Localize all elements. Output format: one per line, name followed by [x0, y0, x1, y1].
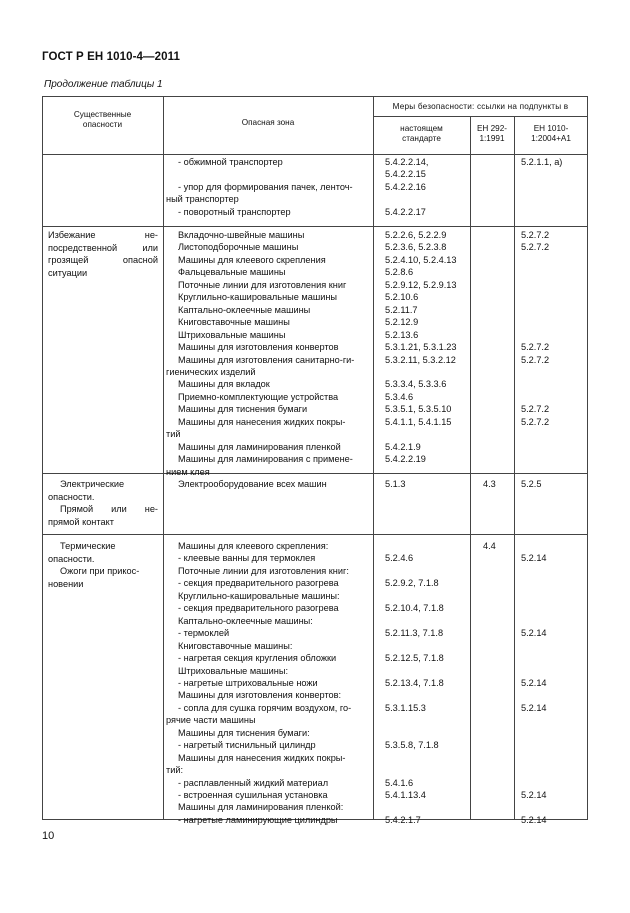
zone-line: - нагретая секция кругления обложки: [178, 653, 337, 664]
zone-line: Машины для изготовления конвертов:: [178, 690, 342, 701]
en-line: 5.2.7.2: [521, 354, 550, 365]
ref-line: 5.3.4.6: [385, 391, 414, 402]
zone-line: Круглильно-кашировальные машины:: [178, 590, 340, 601]
zone-line: Машины для клеевого скрепления: [178, 254, 326, 265]
zone-line: Машины для ламинирования пленкой:: [178, 802, 344, 813]
header-en292-line: ЕН 292-: [476, 124, 508, 133]
ref-line: 5.2.9.12, 5.2.9.13: [385, 279, 457, 290]
header-this-standard-line: настоящем: [400, 124, 443, 133]
ref-line: 5.2.13.4, 7.1.8: [385, 677, 444, 688]
zone-line: Вкладочно-швейные машины: [178, 230, 305, 240]
column-divider: [514, 116, 515, 820]
zone-line: Машины для нанесения жидких покры-: [178, 752, 346, 763]
zone-line: ный транспортер: [166, 194, 239, 204]
zone-line: Каптально-оклеечные машины:: [178, 615, 313, 626]
zone-line: - встроенная сушильная установка: [178, 790, 328, 800]
hazard-line: Термические: [60, 541, 116, 551]
zone-line: рячие части машины: [166, 715, 256, 726]
zone-line: Машины для тиснения бумаги: [178, 404, 308, 415]
ref-line: 5.4.1.6: [385, 777, 414, 788]
hazard-line: новении: [48, 578, 84, 589]
en1010-ref: 5.2.1.1, a): [521, 157, 563, 167]
en-line: 5.2.14: [521, 814, 547, 825]
ref-line: 5.2.10.4, 7.1.8: [385, 603, 444, 614]
zone-line: - нагретые ламинирующие цилиндры: [178, 814, 338, 825]
measures-header-divider: [373, 116, 588, 117]
zone-line: Машины для ламинирования с примене-: [178, 454, 353, 465]
zone-line: Штриховальные машины: [178, 329, 286, 340]
en-line: 5.2.7.2: [521, 342, 550, 353]
en1010-ref: 5.2.5: [521, 479, 542, 489]
en-line: 5.2.7.2: [521, 242, 550, 253]
ref-line: 5.2.9.2, 7.1.8: [385, 578, 439, 589]
hazard-line: Ожоги при прикос-: [60, 566, 140, 577]
zone-line: - поворотный транспортер: [178, 207, 291, 217]
hazard-line: ситуации: [48, 267, 88, 278]
ref-line: 5.3.5.8, 7.1.8: [385, 740, 439, 751]
zone-line: гиенических изделий: [166, 366, 256, 377]
zone-line: - расплавленный жидкий материал: [178, 777, 329, 788]
zone-line: Машины для вкладок: [178, 379, 270, 390]
zone-line: - термоклей: [178, 628, 230, 639]
hazard-line: посредственной или: [48, 242, 158, 253]
column-divider: [373, 96, 374, 820]
ref-line: 5.2.10.6: [385, 292, 419, 303]
hazard-line: Избежание не-: [48, 230, 158, 240]
ref-line: 5.2.3.6, 5.2.3.8: [385, 242, 447, 253]
ref-line: 5.3.1.15.3: [385, 702, 426, 713]
zone-line: - нагретый тиснильный цилиндр: [178, 740, 316, 751]
ref-line: 5.4.2.2.15: [385, 169, 426, 179]
hazard-line: грозящей опасной: [48, 255, 158, 266]
zone-line: Электрооборудование всех машин: [178, 479, 327, 489]
en-line: 5.2.14: [521, 702, 547, 713]
ref-line: 5.2.12.5, 7.1.8: [385, 653, 444, 664]
en-line: 5.2.7.2: [521, 230, 550, 240]
header-en292-line: 1:1991: [479, 134, 505, 143]
table-continuation-caption: Продолжение таблицы 1: [44, 79, 163, 90]
header-this-standard: [373, 124, 470, 144]
column-divider: [163, 96, 164, 820]
ref-line: 5.3.2.11, 5.3.2.12: [385, 354, 456, 365]
zone-line: Поточные линии для изготовления книг: [178, 279, 347, 290]
zone-line: тий: [166, 429, 181, 440]
header-hazards-line: опасности: [82, 120, 123, 129]
zone-line: Книговставочные машины:: [178, 640, 293, 651]
table-top-border: [42, 96, 588, 97]
ref-line: 5.4.2.2.17: [385, 207, 426, 217]
page-number: 10: [42, 830, 55, 842]
ref-line: 5.2.2.6, 5.2.2.9: [385, 230, 447, 240]
ref-line: 5.3.5.1, 5.3.5.10: [385, 404, 452, 415]
header-hazards: [42, 110, 163, 130]
zone-line: Листоподборочные машины: [178, 242, 299, 253]
ref-line: 5.2.12.9: [385, 317, 419, 328]
zone-line: Машины для изготовления санитарно-ги-: [178, 354, 355, 365]
zone-line: Машины для ламинирования пленкой: [178, 441, 341, 452]
ref-line: 5.2.8.6: [385, 267, 414, 278]
header-hazards-line: Существенные: [73, 110, 132, 119]
hazard-line: опасности.: [48, 491, 95, 502]
zone-line: нием клея: [166, 466, 210, 477]
hazard-line: Электрические: [60, 479, 125, 489]
hazard-cell-thermal: [48, 540, 158, 590]
table-left-border: [42, 96, 43, 820]
zone-line: тий:: [166, 765, 184, 776]
ref-line: 5.3.3.4, 5.3.3.6: [385, 379, 447, 390]
zone-line: Книговставочные машины: [178, 317, 290, 328]
zone-line: Машины для изготовления конвертов: [178, 342, 339, 353]
ref-line: 5.2.4.6: [385, 553, 414, 564]
zone-line: Каптально-оклеечные машины: [178, 304, 311, 315]
header-en1010-line: 1:2004+А1: [531, 134, 571, 143]
en292-ref: 4.4: [483, 541, 496, 551]
header-bottom-border: [42, 154, 588, 155]
ref-line: 5.2.11.7: [385, 304, 418, 315]
en-line: 5.2.14: [521, 553, 547, 564]
zone-line: - секция предварительного разогрева: [178, 603, 339, 614]
header-zone: Опасная зона: [241, 118, 295, 127]
group-divider: [42, 226, 588, 227]
ref-line: 5.4.2.2.16: [385, 182, 426, 192]
en-line: 5.2.14: [521, 677, 547, 688]
zone-line: Поточные линии для изготовления книг:: [178, 565, 349, 576]
ref-line: 5.3.1.21, 5.3.1.23: [385, 342, 457, 353]
document-title: ГОСТ Р ЕН 1010-4—2011: [42, 51, 180, 63]
zone-line: - обжимной транспортер: [178, 157, 283, 167]
en-line: 5.2.14: [521, 790, 547, 800]
ref-line: 5.1.3: [385, 479, 406, 489]
hazard-cell-avoidance: [48, 229, 158, 279]
en-line: 5.2.7.2: [521, 404, 550, 415]
ref-line: 5.2.11.3, 7.1.8: [385, 628, 444, 639]
ref-line: 5.4.2.2.14,: [385, 157, 429, 167]
header-en1010: [514, 124, 588, 144]
header-en292: [470, 124, 514, 144]
group-divider: [42, 473, 588, 474]
zone-line: - сопла для сушка горячим воздухом, го-: [178, 702, 352, 713]
zone-line: Приемно-комплектующие устройства: [178, 391, 339, 402]
zone-line: Штриховальные машины:: [178, 665, 289, 676]
header-this-standard-line: стандарте: [402, 134, 441, 143]
en292-ref: 4.3: [483, 479, 496, 489]
safety-measures-table: [42, 96, 588, 825]
ref-line: 5.4.1.13.4: [385, 790, 426, 800]
header-measures: Меры безопасности: ссылки на подпункты в: [392, 102, 569, 111]
zone-line: Машины для тиснения бумаги:: [178, 727, 310, 738]
column-divider: [470, 116, 471, 820]
zone-line: Машины для клеевого скрепления:: [178, 541, 329, 551]
ref-line: 5.4.1.1, 5.4.1.15: [385, 416, 452, 427]
hazard-cell-electrical: [48, 478, 158, 528]
en-line: 5.2.14: [521, 628, 547, 639]
ref-line: 5.2.13.6: [385, 329, 419, 340]
header-en1010-line: ЕН 1010-: [533, 124, 569, 133]
zone-line: - секция предварительного разогрева: [178, 578, 339, 589]
en-line: 5.2.7.2: [521, 416, 550, 427]
zone-line: Фальцевальные машины: [178, 267, 286, 278]
ref-line: 5.4.2.1.7: [385, 814, 421, 825]
table-right-border: [587, 96, 588, 820]
group-divider: [42, 534, 588, 535]
hazard-line: опасности.: [48, 553, 95, 564]
ref-line: 5.4.2.2.19: [385, 454, 426, 465]
hazard-line: Прямой или не-: [60, 504, 158, 515]
zone-line: - упор для формирования пачек, ленточ-: [178, 182, 353, 192]
ref-line: 5.4.2.1.9: [385, 441, 421, 452]
hazard-line: прямой контакт: [48, 516, 114, 527]
zone-line: Машины для нанесения жидких покры-: [178, 416, 346, 427]
zone-line: - нагретые штриховальные ножи: [178, 677, 318, 688]
ref-line: 5.2.4.10, 5.2.4.13: [385, 254, 457, 265]
zone-line: - клеевые ванны для термоклея: [178, 553, 316, 564]
zone-line: Круглильно-кашировальные машины: [178, 292, 338, 303]
